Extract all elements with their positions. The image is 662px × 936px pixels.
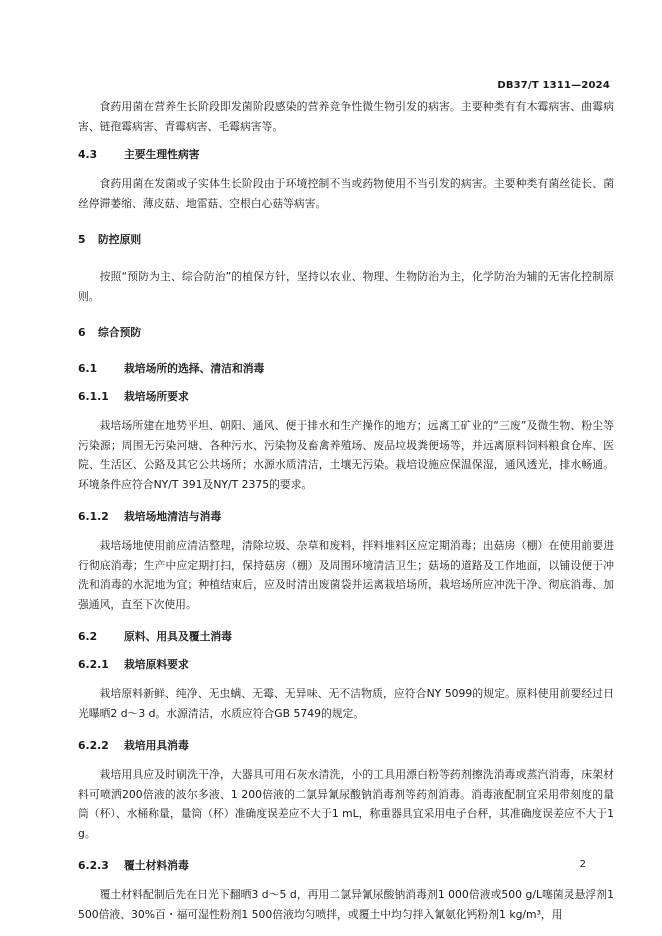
- heading-6-1-2: [78, 508, 614, 526]
- paragraph-6-2-2: 栽培用具应及时刷洗干净，大器具可用石灰水清洗，小的工具用漂白粉等药剂擦洗消毒或蒸汽消毒，床架材料可喷洒200倍液的波尔多液、1 200倍液的二氯异氰尿酸钠消毒剂等药剂消毒。消毒液配制宜采用带刻度的量筒（杯）、水桶称量，量筒（杯）准确度误差应不大于1 mL，称重器具宜采用电子台秤，其准确度误差应不大于1 g。: [78, 768, 614, 840]
- page-number: 2: [579, 859, 586, 870]
- heading-title: 主要生理性病害: [124, 148, 200, 161]
- document-body: [78, 97, 614, 924]
- heading-title: 栽培场所要求: [124, 390, 189, 403]
- heading-number: 6.2.1: [78, 658, 109, 671]
- heading-number: 4.3: [78, 148, 98, 161]
- heading-6-2-2: [78, 737, 614, 755]
- paragraph-4-3: 食药用菌在发菌或子实体生长阶段由于环境控制不当或药物使用不当引发的病害。主要种类有菌丝徒长、菌丝停滞萎缩、薄皮菇、地雷菇、空根白心菇等病害。: [78, 177, 614, 210]
- heading-number: 6.1.2: [78, 510, 109, 523]
- heading-title: 覆土材料消毒: [124, 859, 189, 872]
- heading-title: 原料、用具及覆土消毒: [124, 630, 232, 643]
- paragraph-6-2-3: 覆土材料配制后先在日光下翻晒3 d～5 d，再用二氯异氰尿酸钠消毒剂1 000倍液或500 g/L噻菌灵悬浮剂1 500倍液、30%百・福可湿性粉剂1 500倍液均匀喷拌，或覆土中均匀拌入氰氨化钙粉剂1 kg/m³，用: [78, 888, 614, 921]
- heading-4-3: [78, 146, 614, 164]
- heading-title: 栽培原料要求: [124, 658, 189, 671]
- heading-title: 栽培用具消毒: [124, 739, 189, 752]
- paragraph-intro: 食药用菌在营养生长阶段即发菌阶段感染的营养竞争性微生物引发的病害。主要种类有有木霉病害、曲霉病害、链孢霉病害、青霉病害、毛霉病害等。: [78, 100, 614, 133]
- heading-number: 6.2.2: [78, 739, 109, 752]
- paragraph-6-1-2: 栽培场地使用前应清洁整理，清除垃圾、杂草和废料，拌料堆料区应定期消毒；出菇房（棚）在使用前要进行彻底消毒；生产中应定期打扫，保持菇房（棚）及周围环境清洁卫生；菇场的道路及工作地面，以铺设便于冲洗和消毒的水泥地为宜；种植结束后，应及时清出废菌袋并运离栽培场所，栽培场所应冲洗干净、彻底消毒、加强通风，直至下次使用。: [78, 539, 614, 611]
- heading-number: 6.2.3: [78, 859, 109, 872]
- heading-6-2-1: [78, 656, 614, 674]
- heading-number: 6.1.1: [78, 390, 109, 403]
- heading-6-1: [78, 360, 614, 378]
- heading-number: 6: [78, 326, 86, 339]
- heading-6-2-3: [78, 857, 614, 875]
- heading-title: 栽培场所的选择、清洁和消毒: [124, 362, 265, 375]
- heading-6-2: [78, 628, 614, 646]
- heading-6: [78, 324, 614, 342]
- heading-number: 6.1: [78, 362, 98, 375]
- heading-5: [78, 231, 614, 249]
- heading-title: 栽培场地清洁与消毒: [124, 510, 222, 523]
- heading-6-1-1: [78, 388, 614, 406]
- heading-title: 综合预防: [98, 326, 142, 339]
- heading-number: 6.2: [78, 630, 98, 643]
- paragraph-6-2-1: 栽培原料新鲜、纯净、无虫螨、无霉、无异味、无不洁物质，应符合NY 5099的规定。原料使用前要经过日光曝晒2 d～3 d。水源清洁，水质应符合GB 5749的规定。: [78, 687, 614, 720]
- paragraph-6-1-1: 栽培场所建在地势平坦、朝阳、通风、便于排水和生产操作的地方；远离工矿业的“三废”及微生物、粉尘等污染源；周围无污染河塘、各种污水、污染物及畜禽养殖场、废品垃圾粪便场等，并远离原料饲料粮食仓库、医院、生活区、公路及其它公共场所；水源水质清洁，土壤无污染。栽培设施应保温保湿，通风透光，排水畅通。环境条件应符合NY/T 391及NY/T 2375的要求。: [78, 419, 614, 491]
- paragraph-5: 按照“预防为主、综合防治”的植保方针，坚持以农业、物理、生物防治为主，化学防治为辅的无害化控制原则。: [78, 270, 614, 303]
- heading-title: 防控原则: [98, 233, 142, 246]
- standard-code: DB37/T 1311—2024: [497, 80, 610, 91]
- heading-number: 5: [78, 233, 86, 246]
